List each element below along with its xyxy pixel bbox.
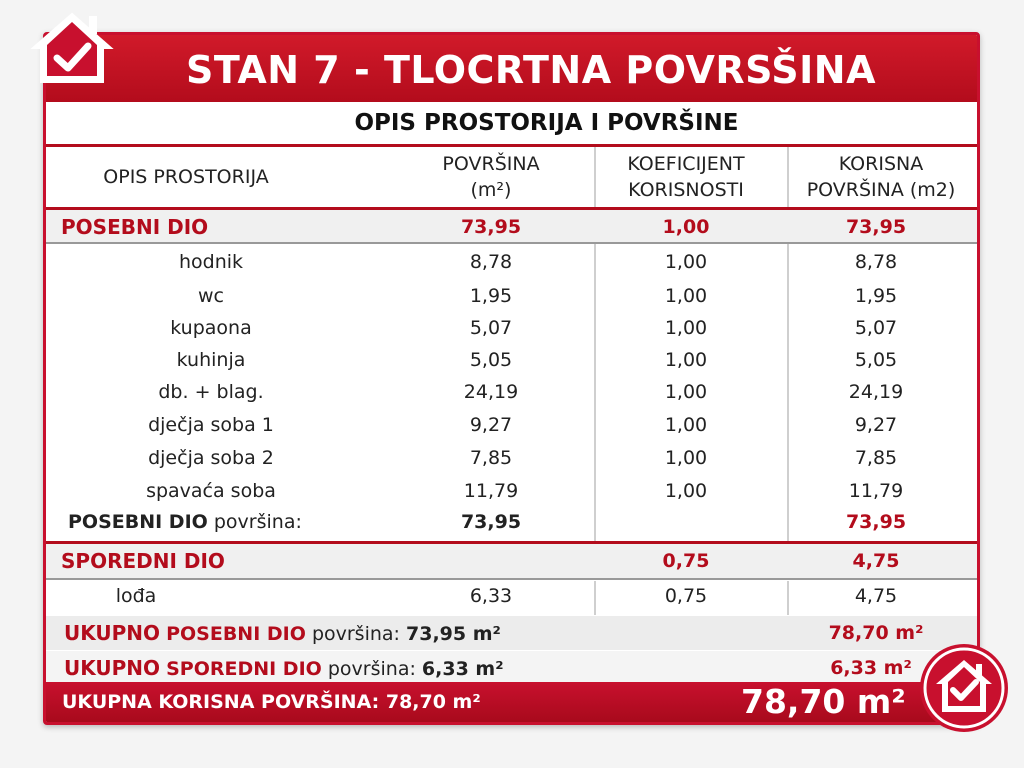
total-posebni-row <box>46 616 977 650</box>
section-useful: 4,75 <box>852 550 900 572</box>
total-sporedni-label: UKUPNO SPOREDNI DIO površina: 6,33 m² <box>64 656 504 680</box>
room-name: hodnik <box>178 251 244 273</box>
room-name: spavaća soba <box>146 480 276 502</box>
room-name: kuhinja <box>176 349 246 371</box>
col-header-coef: KOEFICIJENT KORISNOSTI <box>627 153 745 201</box>
divider <box>46 242 977 244</box>
room-useful: 4,75 <box>854 585 898 607</box>
room-useful: 1,95 <box>854 285 898 307</box>
section-coef: 1,00 <box>662 216 710 238</box>
room-area: 11,79 <box>463 480 519 502</box>
total-sporedni-row <box>46 651 977 685</box>
section-sporedni <box>46 544 977 578</box>
footer-bar <box>46 682 977 722</box>
area-table-card <box>43 32 980 725</box>
col-divider <box>787 581 789 615</box>
room-area: 24,19 <box>463 381 519 403</box>
col-divider <box>594 581 596 615</box>
room-coef: 1,00 <box>664 447 708 469</box>
room-coef: 1,00 <box>664 251 708 273</box>
section-label: SPOREDNI DIO <box>61 549 225 573</box>
room-coef: 1,00 <box>664 480 708 502</box>
room-useful: 8,78 <box>854 251 898 273</box>
total-posebni-label: UKUPNO POSEBNI DIO površina: 73,95 m² <box>64 621 501 645</box>
room-name: wc <box>198 285 224 307</box>
footer-total: 78,70 m² <box>741 682 906 721</box>
room-area: 7,85 <box>469 447 513 469</box>
footer-label: UKUPNA KORISNA POVRŠINA: 78,70 m² <box>62 691 481 713</box>
table-subtitle: OPIS PROSTORIJA I POVRŠINE <box>354 110 739 136</box>
section-area: 73,95 <box>460 216 522 238</box>
room-coef: 0,75 <box>664 585 708 607</box>
divider <box>46 578 977 580</box>
room-coef: 1,00 <box>664 285 708 307</box>
room-useful: 7,85 <box>854 447 898 469</box>
room-name: kupaona <box>170 317 252 339</box>
house-check-badge-icon <box>918 642 1010 734</box>
room-area: 9,27 <box>469 414 513 436</box>
room-coef: 1,00 <box>664 349 708 371</box>
room-area: 5,05 <box>469 349 513 371</box>
col-header-useful: KORISNA POVRŠINA (m2) <box>806 153 956 201</box>
room-name: dječja soba 2 <box>148 447 274 469</box>
room-useful: 9,27 <box>854 414 898 436</box>
col-divider <box>787 244 789 544</box>
room-name: lođa <box>115 585 157 607</box>
room-useful: 5,05 <box>854 349 898 371</box>
subtotal-label: POSEBNI DIO površina: <box>68 511 302 533</box>
room-name: dječja soba 1 <box>148 414 274 436</box>
subtotal-useful: 73,95 <box>845 511 907 533</box>
room-coef: 1,00 <box>664 381 708 403</box>
col-divider <box>787 147 789 207</box>
total-posebni-useful: 78,70 m² <box>828 622 924 644</box>
room-name: db. + blag. <box>158 381 264 403</box>
room-area: 1,95 <box>469 285 513 307</box>
section-posebni <box>46 210 977 244</box>
col-header-room: OPIS PROSTORIJA <box>103 166 269 188</box>
room-area: 8,78 <box>469 251 513 273</box>
room-useful: 24,19 <box>848 381 904 403</box>
room-useful: 11,79 <box>848 480 904 502</box>
col-header-area: POVRŠINA (m²) <box>442 153 540 201</box>
total-sporedni-useful: 6,33 m² <box>830 657 912 679</box>
house-check-icon <box>27 8 117 88</box>
section-label: POSEBNI DIO <box>61 215 209 239</box>
section-useful: 73,95 <box>845 216 907 238</box>
col-divider <box>594 244 596 544</box>
page-title: STAN 7 - TLOCRTNA POVRSŠINA <box>186 48 877 92</box>
room-area: 5,07 <box>469 317 513 339</box>
col-divider <box>594 147 596 207</box>
room-area: 6,33 <box>469 585 513 607</box>
room-coef: 1,00 <box>664 414 708 436</box>
room-coef: 1,00 <box>664 317 708 339</box>
section-coef: 0,75 <box>662 550 710 572</box>
room-useful: 5,07 <box>854 317 898 339</box>
subtotal-area: 73,95 <box>460 511 522 533</box>
